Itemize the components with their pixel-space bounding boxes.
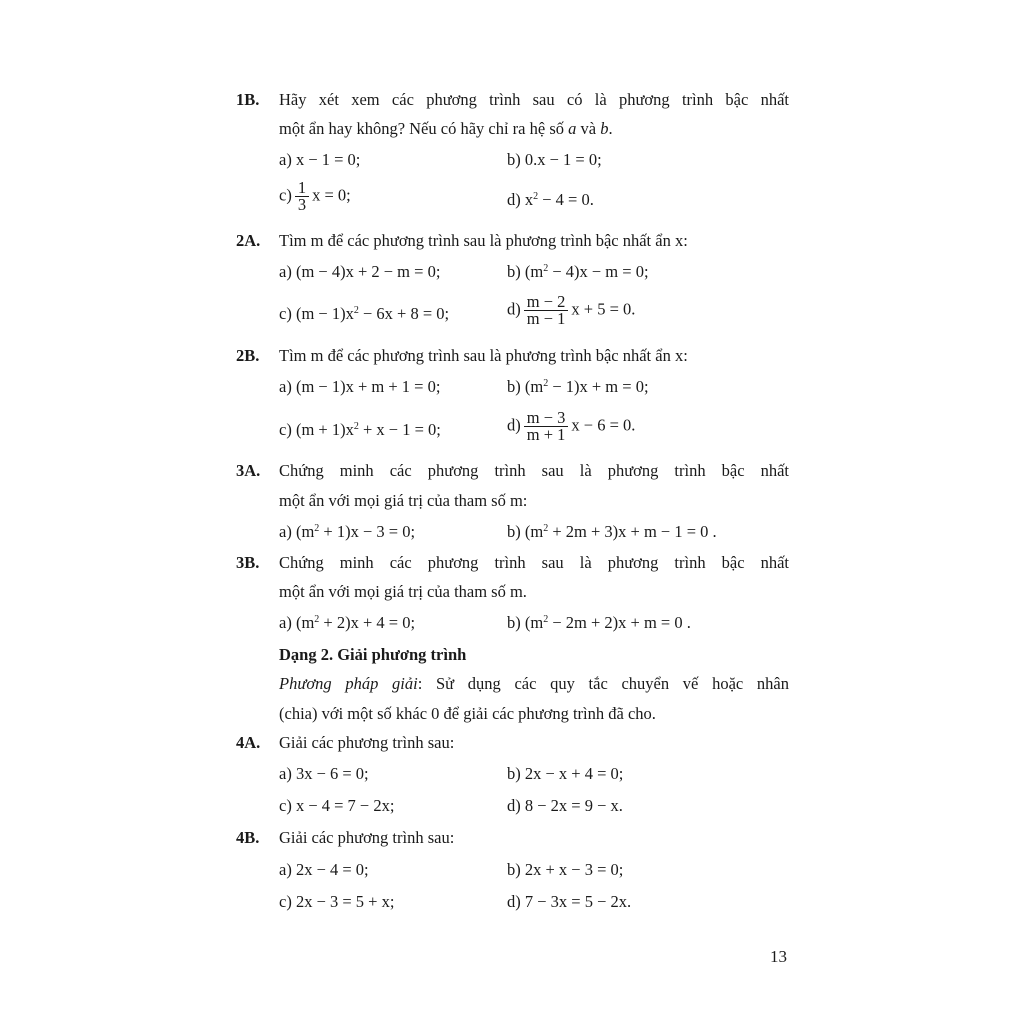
exercise-number: 2A.	[236, 231, 261, 250]
equation-item: a) (m − 1)x + m + 1 = 0;	[279, 377, 441, 396]
fraction: $\frac{1}{3}$	[295, 180, 309, 213]
exercise-text: một ẩn với mọi giá trị của tham số m.	[279, 582, 527, 601]
exercise-text: Giải các phương trình sau:	[279, 733, 455, 752]
exercise-text: một ẩn với mọi giá trị của tham số m:	[279, 491, 528, 510]
method-text: (chia) với một số khác 0 để giải các phương trình đã cho.	[279, 704, 656, 723]
equation-item: d) 7 − 3x = 5 − 2x.	[507, 892, 632, 911]
equation-item: a) 3x − 6 = 0;	[279, 764, 369, 783]
equation-item: b) $(m^2 - 4)x - m = 0$;	[507, 262, 649, 281]
equation-item: a) x − 1 = 0;	[279, 150, 361, 169]
method-label: Phương pháp giải	[279, 674, 418, 693]
exercise-text: Tìm m để các phương trình sau là phương trình bậc nhất ẩn x:	[279, 231, 688, 250]
equation-item: d) $\frac{m - 3}{m + 1}$ x − 6 = 0.	[507, 408, 636, 444]
page-number: 13	[770, 947, 787, 966]
equation-item: d) $\frac{m - 2}{m - 1}$ x + 5 = 0.	[507, 292, 636, 328]
exercise-text: Chứng minh các phương trình sau là phương trình bậc nhất	[279, 553, 789, 572]
equation-item: b) $(m^2 - 2m + 2)x + m = 0$ .	[507, 613, 691, 632]
equation-item: b) $(m^2 + 2m + 3)x + m - 1 = 0$ .	[507, 522, 717, 541]
exercise-number: 4B.	[236, 828, 260, 847]
equation-item: b) 2x + x − 3 = 0;	[507, 860, 624, 879]
exercise-number: 2B.	[236, 346, 260, 365]
exercise-number: 3A.	[236, 461, 261, 480]
fraction: $\frac{m - 3}{m + 1}$	[524, 410, 569, 443]
equation-item: c) x − 4 = 7 − 2x;	[279, 796, 395, 815]
exercise-text: Chứng minh các phương trình sau là phương trình bậc nhất	[279, 461, 789, 480]
equation-item: c) $(m + 1)x^2 + x - 1 = 0$;	[279, 420, 441, 439]
exercise-number: 4A.	[236, 733, 261, 752]
exercise-number: 3B.	[236, 553, 260, 572]
equation-item: a) $(m^2 + 2)x + 4 = 0$;	[279, 613, 416, 632]
method-text: Phương pháp giải: Sử dụng các quy tắc chuyển vế hoặc nhân	[279, 674, 789, 693]
equation-item: c) $(m - 1)x^2 - 6x + 8 = 0$;	[279, 304, 450, 323]
equation-item: a) (m − 4)x + 2 − m = 0;	[279, 262, 441, 281]
exercise-text: một ẩn hay không? Nếu có hãy chỉ ra hệ số a và b.	[279, 119, 613, 138]
equation-item: c) 2x − 3 = 5 + x;	[279, 892, 395, 911]
equation-item: d) $x^2 - 4 = 0$.	[507, 190, 594, 209]
equation-item: b) $(m^2 - 1)x + m = 0$;	[507, 377, 649, 396]
equation-item: c) $\frac{1}{3}$ x = 0;	[279, 178, 351, 214]
equation-item: a) 2x − 4 = 0;	[279, 860, 369, 879]
fraction: $\frac{m - 2}{m - 1}$	[524, 294, 569, 327]
equation-item: a) $(m^2 + 1)x - 3 = 0$;	[279, 522, 416, 541]
exercise-text: Hãy xét xem các phương trình sau có là phương trình bậc nhất	[279, 90, 789, 109]
exercise-text: Giải các phương trình sau:	[279, 828, 455, 847]
equation-item: b) 2x − x + 4 = 0;	[507, 764, 624, 783]
exercise-text: Tìm m để các phương trình sau là phương trình bậc nhất ẩn x:	[279, 346, 688, 365]
exercise-number: 1B.	[236, 90, 260, 109]
equation-item: b) 0.x − 1 = 0;	[507, 150, 602, 169]
equation-item: d) 8 − 2x = 9 − x.	[507, 796, 623, 815]
section-heading: Dạng 2. Giải phương trình	[279, 645, 467, 664]
